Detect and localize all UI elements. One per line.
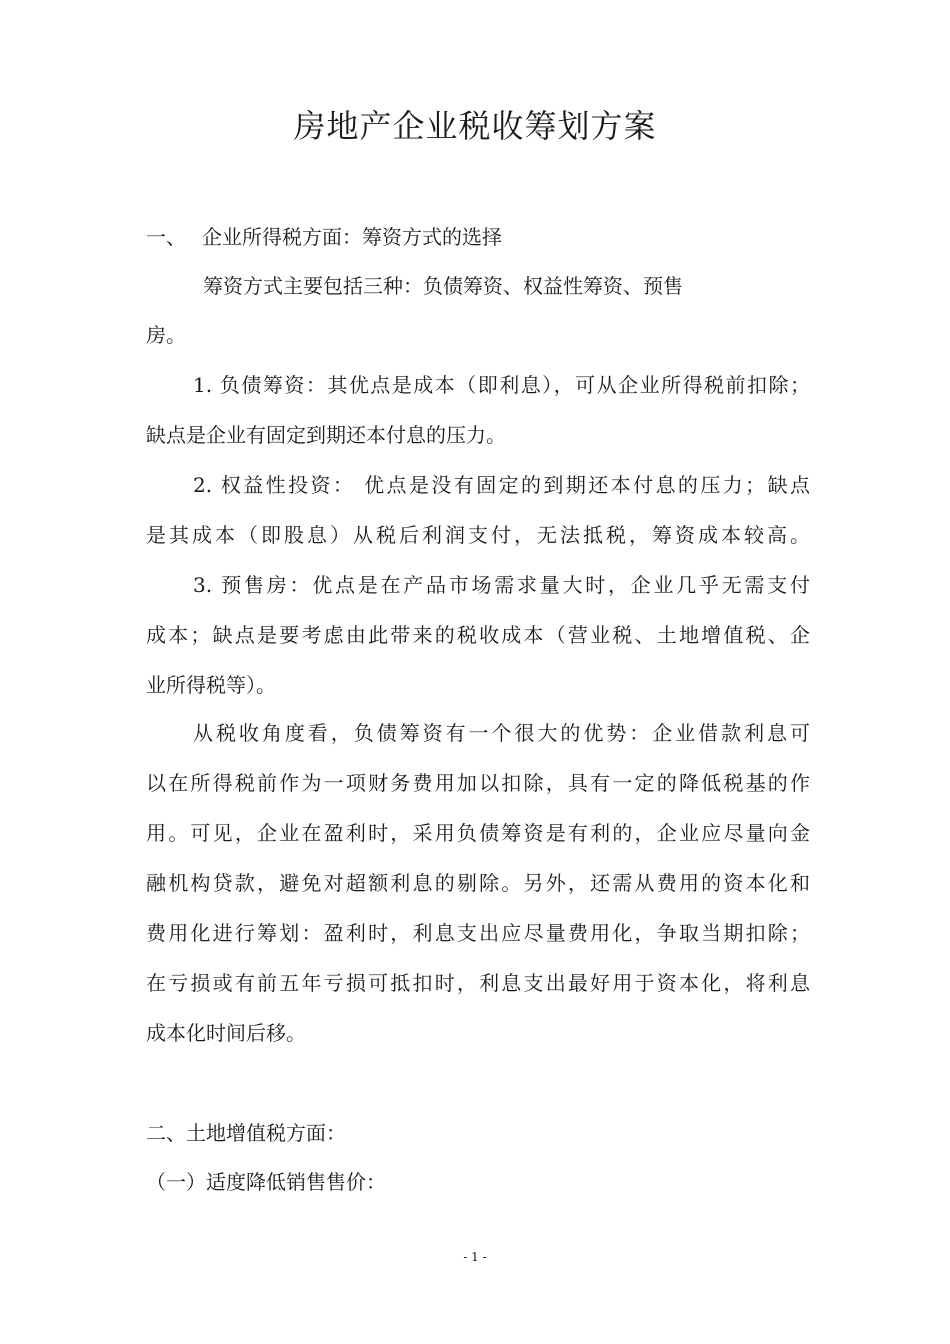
- section-2-heading: 二、土地增值税方面：: [146, 1121, 346, 1145]
- item-3-line-3: 业所得税等）。: [146, 673, 276, 697]
- item-3-line-1: 3. 预售房：优点是在产品市场需求量大时，企业几乎无需支付: [193, 573, 810, 597]
- item-1-line-2: 缺点是企业有固定到期还本付息的压力。: [146, 423, 506, 447]
- item-3-line-2: 成本；缺点是要考虑由此带来的税收成本（营业税、土地增值税、企: [146, 623, 810, 647]
- section-1-title: 企业所得税方面：筹资方式的选择: [202, 225, 502, 249]
- paragraph-intro-line-2: 房。: [146, 323, 186, 347]
- analysis-line-6: 在亏损或有前五年亏损可抵扣时，利息支出最好用于资本化，将利息: [146, 971, 810, 995]
- section-1-number: 一、: [146, 225, 186, 249]
- analysis-line-2: 以在所得税前作为一项财务费用加以扣除，具有一定的降低税基的作: [146, 771, 810, 795]
- item-1-line-1: 1. 负债筹资：其优点是成本（即利息），可从企业所得税前扣除；: [193, 373, 810, 397]
- analysis-line-3: 用。可见，企业在盈利时，采用负债筹资是有利的，企业应尽量向金: [146, 821, 810, 845]
- section-1-heading: [146, 223, 810, 251]
- section-2-subheading-1: （一）适度降低销售售价：: [146, 1170, 386, 1194]
- analysis-line-1: 从税收角度看，负债筹资有一个很大的优势：企业借款利息可: [193, 721, 810, 745]
- item-2-line-1: 2. 权益性投资： 优点是没有固定的到期还本付息的压力；缺点: [193, 473, 810, 497]
- analysis-line-4: 融机构贷款，避免对超额利息的剔除。另外，还需从费用的资本化和: [146, 871, 810, 895]
- document-title: 房地产企业税收筹划方案: [293, 107, 657, 145]
- paragraph-intro-line-1: 筹资方式主要包括三种：负债筹资、权益性筹资、预售: [203, 274, 683, 298]
- item-2-line-2: 是其成本（即股息）从税后利润支付，无法抵税，筹资成本较高。: [146, 523, 810, 547]
- analysis-line-7: 成本化时间后移。: [146, 1021, 306, 1045]
- analysis-line-5: 费用化进行筹划：盈利时，利息支出应尽量费用化，争取当期扣除；: [146, 921, 810, 945]
- page-number: - 1 -: [463, 1250, 487, 1264]
